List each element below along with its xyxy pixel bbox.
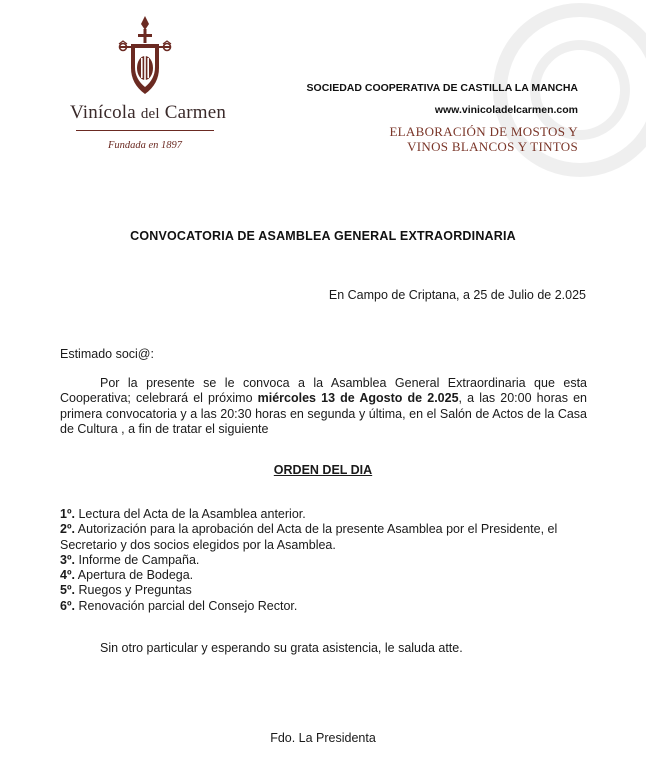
agenda-list xyxy=(60,507,587,614)
tagline: ELABORACIÓN DE MOSTOS Y VINOS BLANCOS Y TINTOS xyxy=(389,124,578,154)
meeting-date: miércoles 13 de Agosto de 2.025 xyxy=(257,391,459,406)
agenda-title: ORDEN DEL DIA xyxy=(273,463,373,477)
agenda-item: 6º. Renovación parcial del Consejo Rector. xyxy=(60,598,298,613)
founded-text: Fundada en 1897 xyxy=(107,140,183,151)
agenda-item: 5º. Ruegos y Preguntas xyxy=(60,583,192,598)
company-logo xyxy=(70,14,227,151)
crest-icon xyxy=(117,14,173,96)
society-name: SOCIEDAD COOPERATIVA DE CASTILLA LA MANCHA xyxy=(306,82,578,94)
website-link[interactable]: www.vinicoladelcarmen.com xyxy=(434,104,578,116)
closing-text: Sin otro particular y esperando su grata asistencia, le saluda atte. xyxy=(100,641,463,655)
agenda-item: 1º. Lectura del Acta de la Asamblea anterior. xyxy=(60,507,306,521)
agenda-item: 2º. Autorización para la aprobación del Acta de la presente Asamblea por el Presidente, el Secretario y dos socios elegidos por la Asamblea. xyxy=(60,522,558,552)
brand-name: Vinícola del Carmen xyxy=(70,102,227,123)
logo-divider xyxy=(76,130,214,131)
agenda-item: 3º. Informe de Campaña. xyxy=(60,552,200,567)
agenda-item: 4º. Apertura de Bodega. xyxy=(60,568,194,583)
body-paragraph: Por la presente se le convoca a la Asamblea General Extraordinaria que esta Cooperativa; celebrará el próximo miércoles 13 de Agosto de 2.025, a las 20:00 horas en primera convocatoria y a las 20:30 horas en segunda y última, en el Salón de Actos de la Casa de Cultura , a fin de tratar el siguiente xyxy=(60,376,587,436)
document-title: CONVOCATORIA DE ASAMBLEA GENERAL EXTRAORDINARIA xyxy=(130,229,516,243)
header-info xyxy=(300,82,578,154)
signature-line: Fdo. La Presidenta xyxy=(270,731,376,745)
greeting: Estimado soci@: xyxy=(60,347,154,361)
place-date: En Campo de Criptana, a 25 de Julio de 2.025 xyxy=(328,288,586,302)
